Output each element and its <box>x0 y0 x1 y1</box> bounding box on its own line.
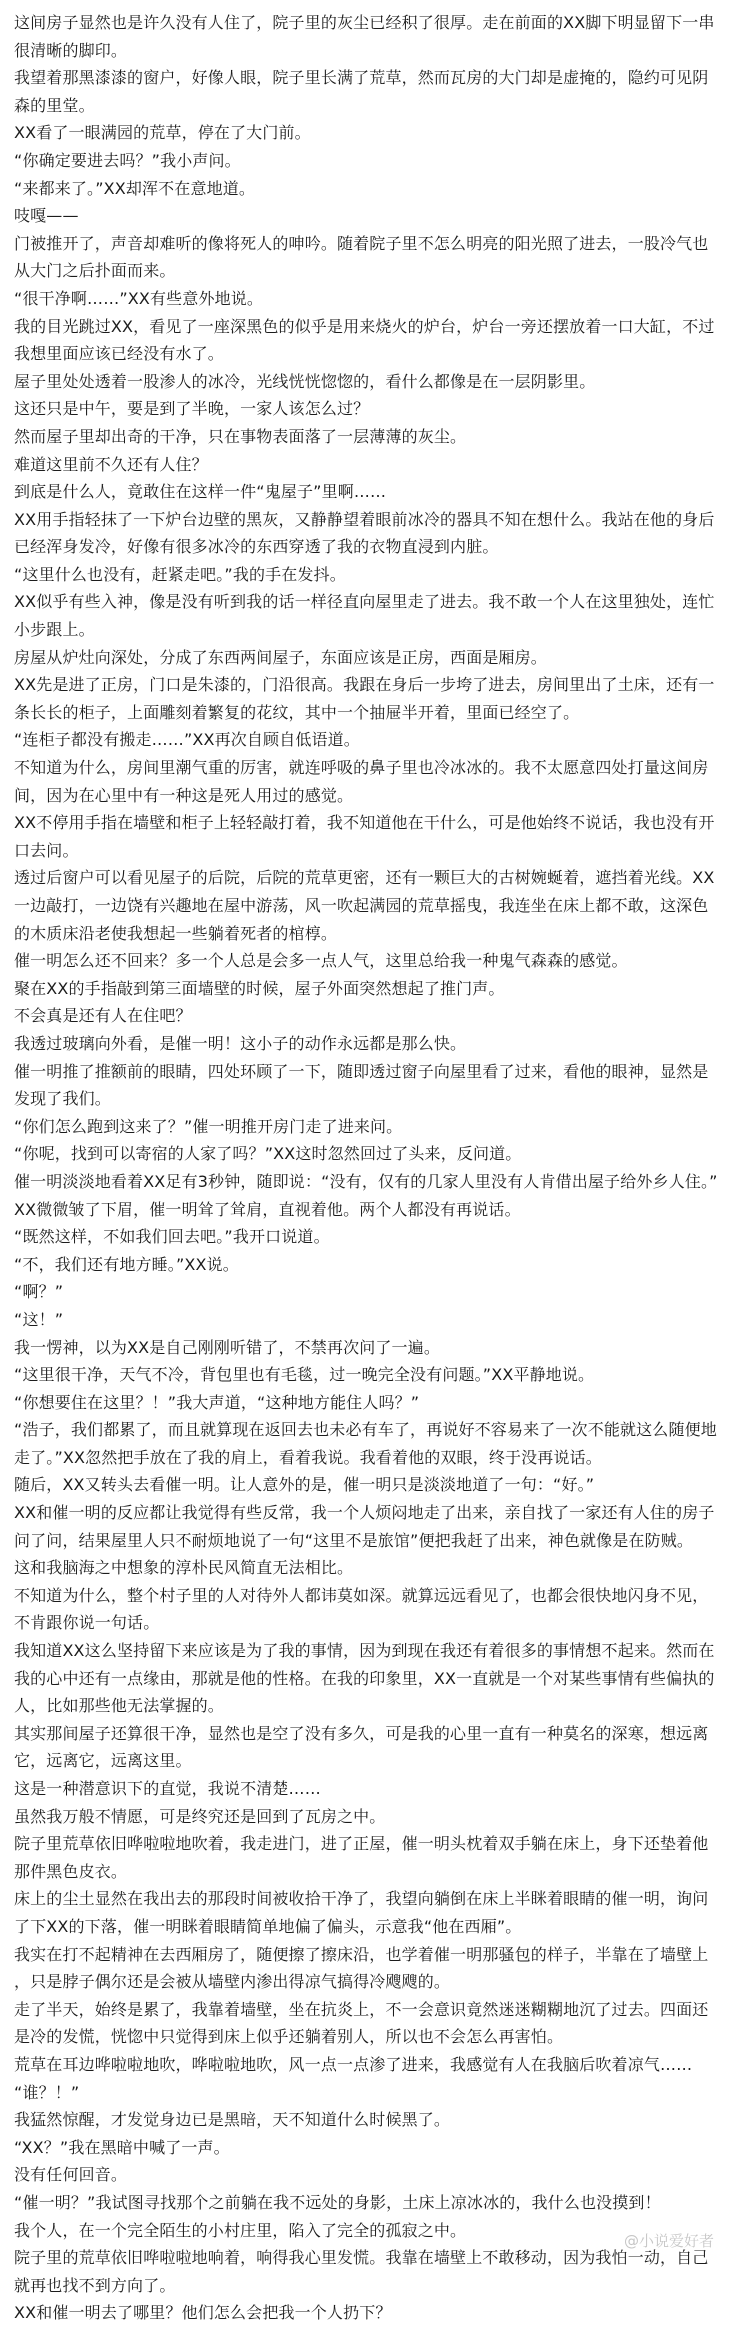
story-paragraph: “你呢，找到可以寄宿的人家了吗？”XX这时忽然回过了头来，反问道。 <box>14 1144 522 1164</box>
story-paragraph: 催一明怎么还不回来？多一个人总是会多一点人气，这里总给我一种鬼气森森的感觉。 <box>14 951 628 971</box>
story-paragraph: 这是一种潜意识下的直觉，我说不清楚…… <box>14 1779 321 1798</box>
story-paragraph: 吱嘎—— <box>14 206 79 226</box>
story-paragraph: XX似乎有些入神，像是没有听到我的话一样径直向屋里走了进去。我不敢一个人在这里独处，连忙小步跟上。 <box>14 592 715 640</box>
story-paragraph: 不会真是还有人在住吧？ <box>14 1006 192 1026</box>
story-paragraph: XX看了一眼满园的荒草，停在了大门前。 <box>14 123 311 143</box>
story-paragraph: “来都来了。”XX却浑不在意地道。 <box>14 178 256 198</box>
story-paragraph: 我一愣神，以为XX是自己刚刚听错了，不禁再次问了一遍。 <box>14 1337 440 1357</box>
story-paragraph: “啊？” <box>14 1282 64 1302</box>
story-paragraph: 聚在XX的手指敲到第三面墙壁的时候，屋子外面突然想起了推门声。 <box>14 978 505 998</box>
story-paragraph: 到底是什么人，竟敢住在这样一件“鬼屋子”里啊…… <box>14 482 387 502</box>
story-paragraph: “这里很干净，天气不冷，背包里也有毛毯，过一晚完全没有问题。”XX平静地说。 <box>14 1365 595 1385</box>
story-paragraph: “你们怎么跑到这来了？”催一明推开房门走了进来问。 <box>14 1116 403 1136</box>
story-paragraph: XX不停用手指在墙壁和柜子上轻轻敲打着，我不知道他在干什么，可是他始终不说话，我也没有开口去问。 <box>14 813 715 860</box>
story-paragraph: 我个人，在一个完全陌生的小村庄里，陷入了完全的孤寂之中。 <box>14 2220 467 2240</box>
story-paragraph: 我猛然惊醒，才发觉身边已是黑暗，天不知道什么时候黑了。 <box>14 2110 451 2130</box>
story-paragraph: XX用手指轻抹了一下炉台边壁的黑灰，又静静望着眼前冰冷的器具不知在想什么。我站在他的身后已经浑身发冷，好像有很多冰冷的东西穿透了我的衣物直浸到内脏。 <box>14 509 715 557</box>
story-paragraph: “你确定要进去吗？”我小声问。 <box>14 150 241 170</box>
story-paragraph: 荒草在耳边哗啦啦地吹，哗啦啦地吹，风一点一点渗了进来，我感觉有人在我脑后吹着凉气…… <box>14 2054 693 2074</box>
story-paragraph: XX和催一明去了哪里？他们怎么会把我一个人扔下？ <box>14 2303 392 2323</box>
story-paragraph: “这！” <box>14 1309 64 1329</box>
story-paragraph: 没有任何回音。 <box>14 2165 128 2185</box>
story-paragraph: 这和我脑海之中想象的淳朴民风简直无法相比。 <box>14 1558 354 1578</box>
story-paragraph: “连柜子都没有搬走……”XX再次自顾自低语道。 <box>14 730 360 750</box>
story-paragraph: 透过后窗户可以看见屋子的后院，后院的荒草更密，还有一颗巨大的古树婉蜒着，遮挡着光线。XX一边敲打，一边饶有兴趣地在屋中游荡，风一吹起满园的荒草摇曳，我连坐在床上都不敢，这深色的木质床沿老使我想起一些躺着死者的棺椁。 <box>14 868 715 943</box>
story-paragraph: 院子里荒草依旧哗啦啦地吹着，我走进门，进了正屋，催一明头枕着双手躺在床上，身下还垫着他那件黑色皮衣。 <box>14 1834 709 1881</box>
story-paragraph: “你想要住在这里？！”我大声道，“这种地方能住人吗？” <box>14 1392 420 1412</box>
story-paragraph: 院子里的荒草依旧哗啦啦地响着，响得我心里发慌。我靠在墙壁上不敢移动，因为我怕一动，自己就再也找不到方向了。 <box>14 2248 709 2295</box>
story-paragraph: 我的目光跳过XX，看见了一座深黑色的似乎是用来烧火的炉台，炉台一旁还摆放着一口大缸，不过我想里面应该已经没有水了。 <box>14 316 715 364</box>
story-paragraph: 这间房子显然也是许久没有人住了，院子里的灰尘已经积了很厚。走在前面的XX脚下明显留下一串很清晰的脚印。 <box>14 13 715 60</box>
story-paragraph: 门被推开了，声音却难听的像将死人的呻吟。随着院子里不怎么明亮的阳光照了进去，一股冷气也从大门之后扑面而来。 <box>14 233 709 281</box>
story-text <box>14 9 722 2327</box>
story-paragraph: XX和催一明的反应都让我觉得有些反常，我一个人烦闷地走了出来，亲自找了一家还有人住的房子问了问，结果屋里人只不耐烦地说了一句“这里不是旅馆”便把我赶了出来，神色就像是在防贼。 <box>14 1503 715 1550</box>
story-paragraph: 虽然我万般不情愿，可是终究还是回到了瓦房之中。 <box>14 1806 386 1826</box>
story-paragraph: 房屋从炉灶向深处，分成了东西两间屋子，东面应该是正房，西面是厢房。 <box>14 647 547 667</box>
story-paragraph: 难道这里前不久还有人住？ <box>14 454 208 474</box>
story-paragraph: 然而屋子里却出奇的干净，只在事物表面落了一层薄薄的灰尘。 <box>14 426 467 446</box>
story-paragraph: 屋子里处处透着一股渗人的冰冷，光线恍恍惚惚的，看什么都像是在一层阴影里。 <box>14 371 596 391</box>
story-paragraph: XX先是进了正房，门口是朱漆的，门沿很高。我跟在身后一步垮了进去，房间里出了土床，还有一条长长的柜子，上面雕刻着繁复的花纹，其中一个抽屉半开着，里面已经空了。 <box>14 675 715 722</box>
story-paragraph: 我望着那黑漆漆的窗户，好像人眼，院子里长满了荒草，然而瓦房的大门却是虚掩的，隐约可见阴森的里堂。 <box>14 68 709 115</box>
story-paragraph: 不知道为什么，整个村子里的人对待外人都讳莫如深。就算远远看见了，也都会很快地闪身不见，不肯跟你说一句话。 <box>14 1585 709 1633</box>
story-paragraph: 走了半天，始终是累了，我靠着墙壁，坐在抗炎上，不一会意识竟然迷迷糊糊地沉了过去。四面还是冷的发慌，恍惚中只觉得到床上似乎还躺着别人，所以也不会怎么再害怕。 <box>14 1999 709 2047</box>
story-paragraph: “既然这样，不如我们回去吧。”我开口说道。 <box>14 1227 330 1247</box>
story-paragraph: “这里什么也没有，赶紧走吧。”我的手在发抖。 <box>14 564 346 584</box>
story-paragraph: 随后，XX又转头去看催一明。让人意外的是，催一明只是淡淡地道了一句：“好。” <box>14 1475 595 1495</box>
watermark: @小说爱好者 <box>623 2232 714 2250</box>
story-paragraph: 我知道XX这么坚持留下来应该是为了我的事情，因为到现在我还有着很多的事情想不起来。然而在我的心中还有一点缘由，那就是他的性格。在我的印象里，XX一直就是一个对某些事情有些偏执的人，比如那些他无法掌握的。 <box>14 1641 715 1716</box>
story-paragraph: “浩子，我们都累了，而且就算现在返回去也未必有车了，再说好不容易来了一次不能就这么随便地走了。”XX忽然把手放在了我的肩上，看着我说。我看着他的双眼，终于没再说话。 <box>14 1420 717 1467</box>
story-paragraph: 催一明淡淡地看着XX足有3秒钟，随即说：“没有，仅有的几家人里没有人肯借出屋子给外乡人住。” <box>14 1171 718 1191</box>
story-paragraph: 其实那间屋子还算很干净，显然也是空了没有多久，可是我的心里一直有一种莫名的深寒，想远离它，远离它，远离这里。 <box>14 1723 709 1771</box>
story-paragraph: 我实在打不起精神在去西厢房了，随便擦了擦床沿，也学着催一明那骚包的样子，半靠在了墙壁上，只是脖子偶尔还是会被从墙壁内渗出得凉气搞得冷飕飕的。 <box>14 1944 709 1992</box>
story-paragraph: 我透过玻璃向外看，是催一明！这小子的动作永远都是那么快。 <box>14 1033 467 1053</box>
story-paragraph: 这还只是中午，要是到了半晚，一家人该怎么过？ <box>14 399 370 419</box>
story-paragraph: “催一明？”我试图寻找那个之前躺在我不远处的身影，土床上凉冰冰的，我什么也没摸到！ <box>14 2192 661 2212</box>
story-paragraph: “很干净啊……”XX有些意外地说。 <box>14 288 264 308</box>
story-paragraph: 催一明推了推额前的眼睛，四处环顾了一下，随即透过窗子向屋里看了过来，看他的眼神，显然是发现了我们。 <box>14 1061 709 1109</box>
story-paragraph: 不知道为什么，房间里潮气重的厉害，就连呼吸的鼻子里也冷冰冰的。我不太愿意四处打量这间房间，因为在心里中有一种这是死人用过的感觉。 <box>14 758 709 805</box>
story-paragraph: 床上的尘土显然在我出去的那段时间被收拾干净了，我望向躺倒在床上半眯着眼睛的催一明，询问了下XX的下落，催一明眯着眼睛简单地偏了偏头，示意我“他在西厢”。 <box>14 1889 709 1936</box>
story-paragraph: “谁？！” <box>14 2082 80 2102</box>
story-paragraph: “不，我们还有地方睡。”XX说。 <box>14 1254 239 1274</box>
story-paragraph: XX微微皱了下眉，催一明耸了耸肩，直视着他。两个人都没有再说话。 <box>14 1199 521 1219</box>
story-paragraph: “XX？”我在黑暗中喊了一声。 <box>14 2137 230 2157</box>
